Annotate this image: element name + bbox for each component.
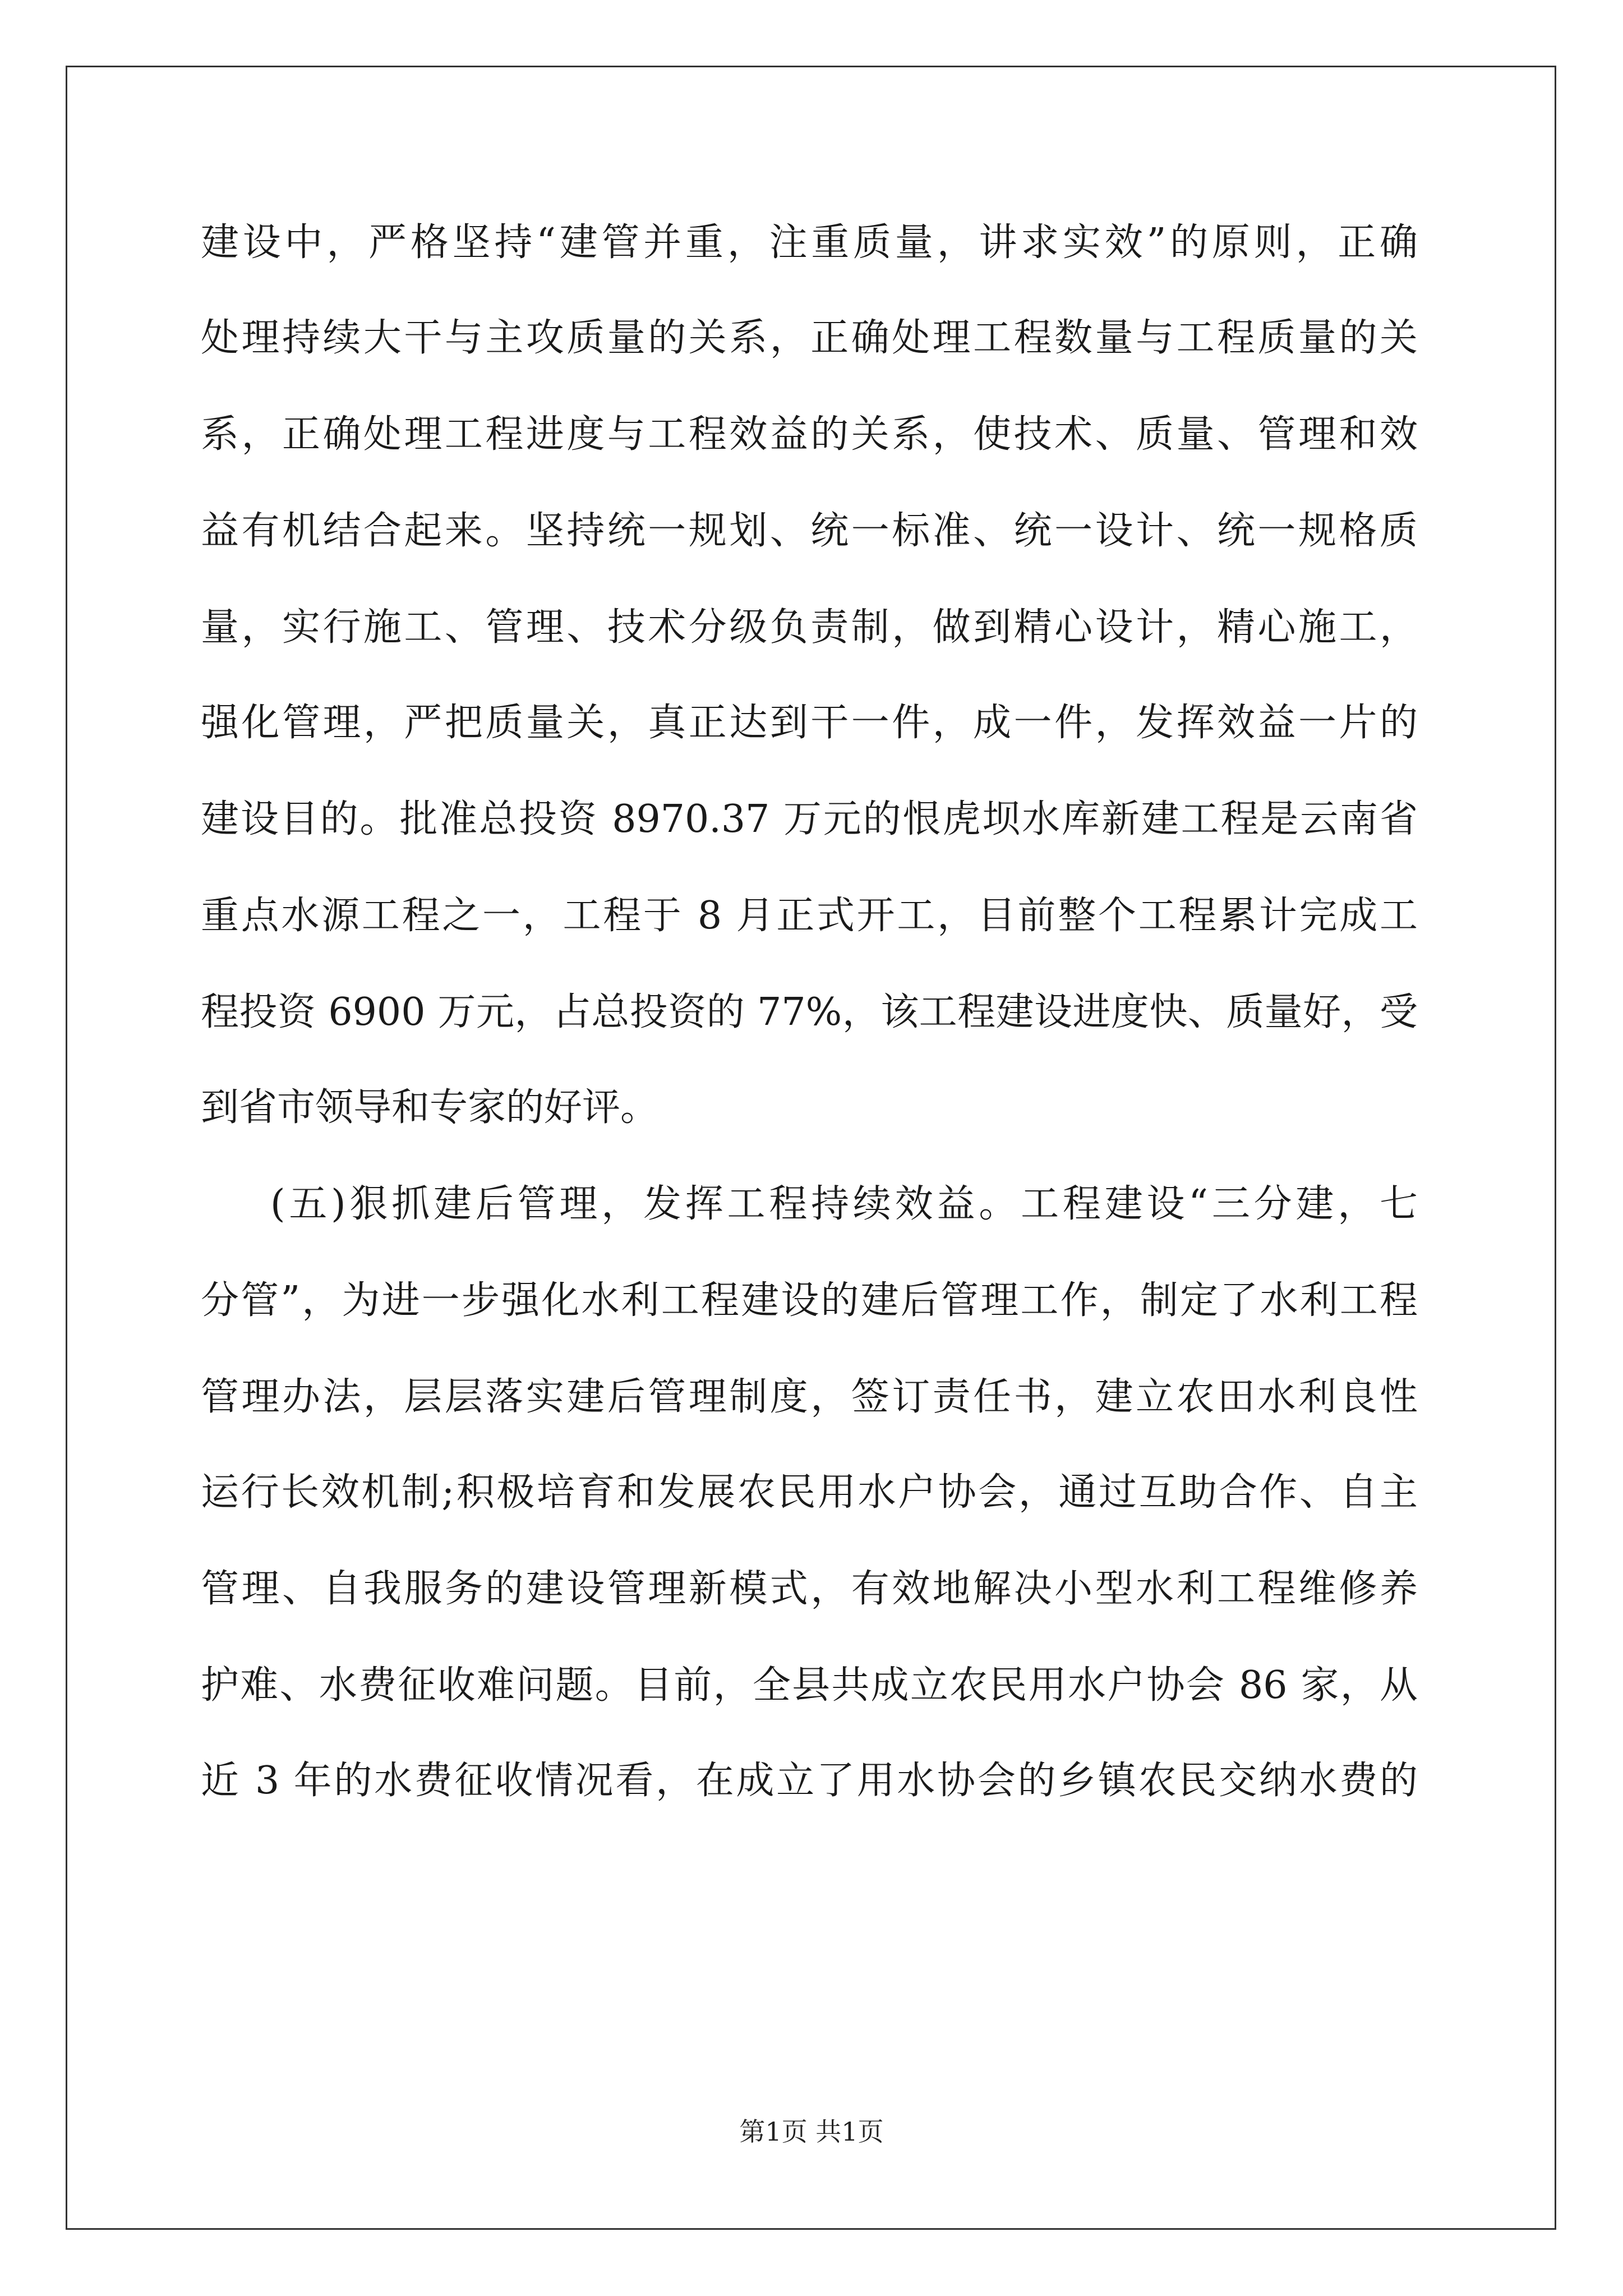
page-number-footer: 第1页 共1页 bbox=[739, 2116, 884, 2147]
paragraph-2-line-7: 近 3 年的水费征收情况看，在成立了用水协会的乡镇农民交纳水费的 bbox=[201, 1759, 1418, 1803]
paragraph-1-line-4: 益有机结合起来。坚持统一规划、统一标准、统一设计、统一规格质 bbox=[201, 509, 1418, 553]
paragraph-1-line-8: 重点水源工程之一，工程于 8 月正式开工，目前整个工程累计完成工 bbox=[201, 894, 1418, 938]
paragraph-2-line-1: (五)狠抓建后管理，发挥工程持续效益。工程建设“三分建，七 bbox=[270, 1182, 1418, 1226]
paragraph-2-line-2: 分管”，为进一步强化水利工程建设的建后管理工作，制定了水利工程 bbox=[201, 1278, 1418, 1323]
paragraph-2-line-6: 护难、水费征收难问题。目前，全县共成立农民用水户协会 86 家，从 bbox=[201, 1663, 1418, 1708]
paragraph-1-line-1: 建设中，严格坚持“建管并重，注重质量，讲求实效”的原则，正确 bbox=[201, 220, 1418, 265]
paragraph-1-line-7: 建设目的。批准总投资 8970.37 万元的恨虎坝水库新建工程是云南省 bbox=[201, 797, 1418, 841]
paragraph-1-line-3: 系，正确处理工程进度与工程效益的关系，使技术、质量、管理和效 bbox=[201, 412, 1418, 457]
paragraph-1-line-6: 强化管理，严把质量关，真正达到干一件，成一件，发挥效益一片的 bbox=[201, 701, 1418, 745]
paragraph-1-line-10: 到省市领导和专家的好评。 bbox=[201, 1085, 659, 1130]
paragraph-1-line-2: 处理持续大干与主攻质量的关系，正确处理工程数量与工程质量的关 bbox=[201, 316, 1418, 360]
page-border bbox=[66, 66, 1556, 2230]
paragraph-1-line-9: 程投资 6900 万元，占总投资的 77%，该工程建设进度快、质量好，受 bbox=[201, 990, 1418, 1034]
paragraph-2-line-4: 运行长效机制;积极培育和发展农民用水户协会，通过互助合作、自主 bbox=[201, 1470, 1418, 1515]
paragraph-2-line-5: 管理、自我服务的建设管理新模式，有效地解决小型水利工程维修养 bbox=[201, 1567, 1418, 1611]
paragraph-2-line-3: 管理办法，层层落实建后管理制度，签订责任书，建立农田水利良性 bbox=[201, 1375, 1418, 1419]
paragraph-1-line-5: 量，实行施工、管理、技术分级负责制，做到精心设计，精心施工， bbox=[201, 605, 1418, 650]
